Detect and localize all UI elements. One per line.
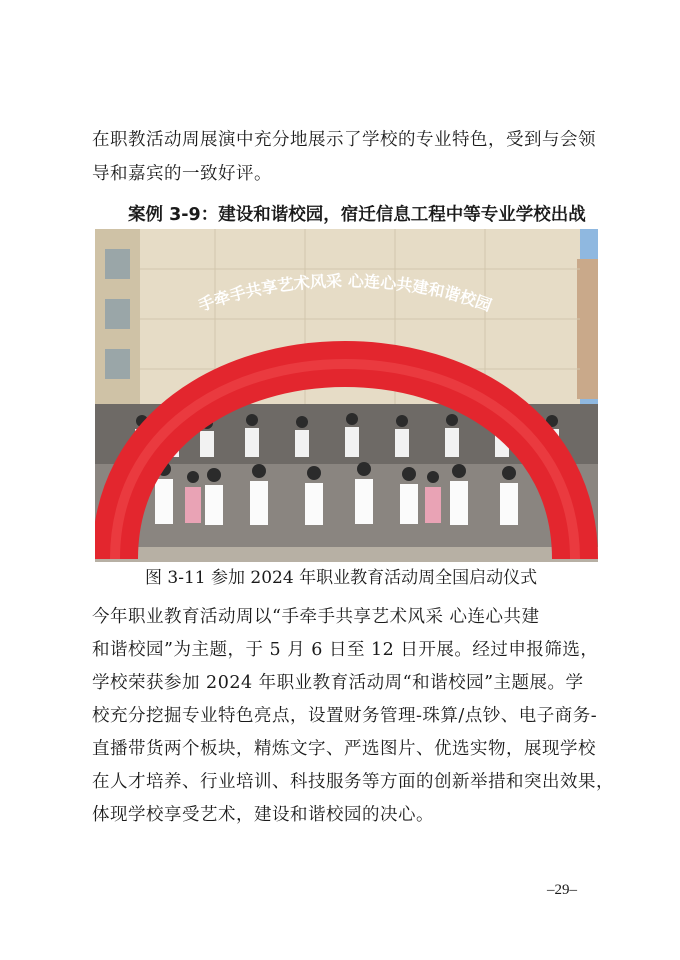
event-photo	[95, 229, 598, 562]
body-line-6: 在人才培养、行业培训、科技服务等方面的创新举措和突出效果，	[92, 772, 614, 792]
body-line-7: 体现学校享受艺术，建设和谐校园的决心。	[92, 805, 434, 825]
arch-banner-text: 手牵手共享艺术风采 心连心共建和谐校园	[195, 271, 495, 316]
intro-line-2: 导和嘉宾的一致好评。	[92, 164, 272, 184]
body-line-2: 和谐校园”为主题，于 5 月 6 日至 12 日开展。经过申报筛选，	[92, 640, 599, 660]
body-line-3: 学校荣获参加 2024 年职业教育活动周“和谐校园”主题展。学	[92, 673, 584, 693]
body-line-5: 直播带货两个板块，精炼文字、严选图片、优选实物，展现学校	[92, 739, 596, 759]
intro-line-1: 在职教活动周展演中充分地展示了学校的专业特色，受到与会领	[92, 130, 596, 150]
figure-caption: 图 3-11 参加 2024 年职业教育活动周全国启动仪式	[145, 568, 538, 588]
body-line-4: 校充分挖掘专业特色亮点，设置财务管理-珠算/点钞、电子商务-	[92, 706, 598, 726]
page-number: –29–	[547, 882, 577, 898]
case-title: 案例 3-9：建设和谐校园，宿迁信息工程中等专业学校出战	[128, 205, 586, 225]
body-line-1: 今年职业教育活动周以“手牵手共享艺术风采 心连心共建	[92, 607, 540, 627]
